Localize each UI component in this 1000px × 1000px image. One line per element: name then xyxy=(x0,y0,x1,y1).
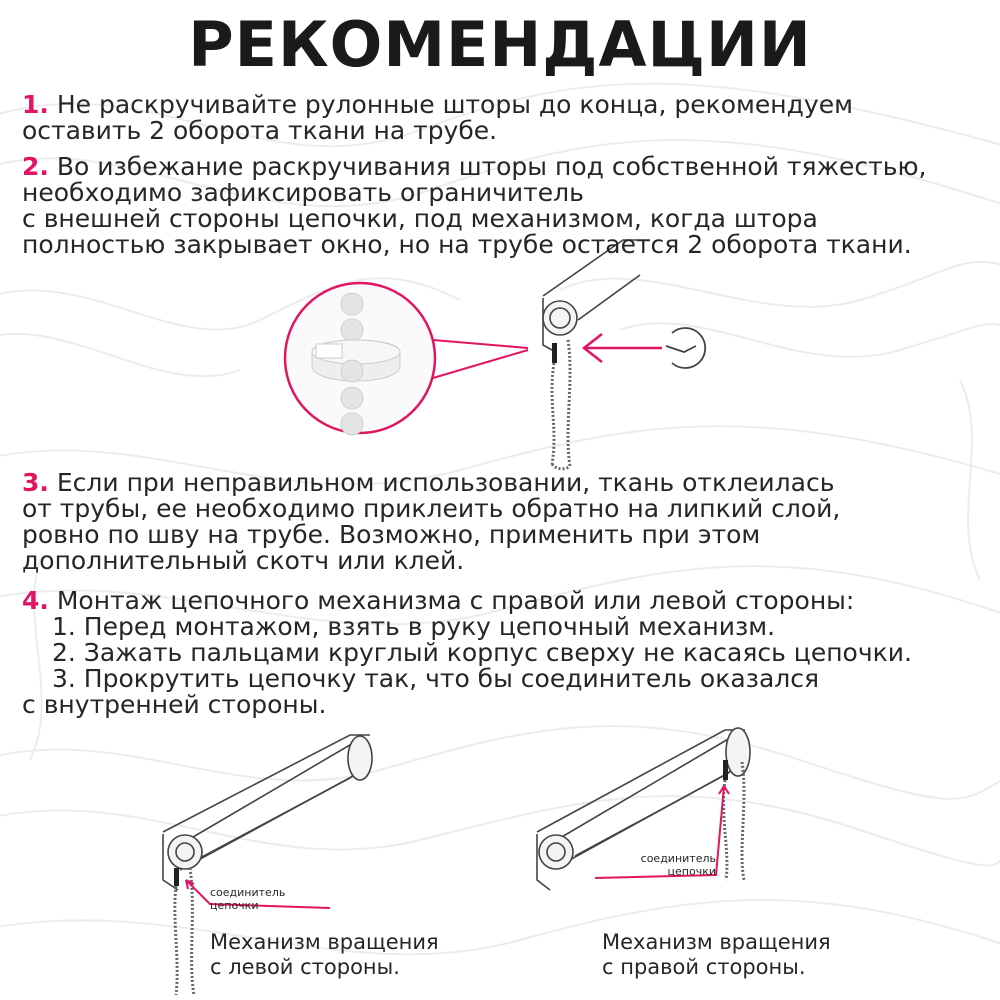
recommendation-3-line-1: 3. Если при неправильном использовании, ткань отклеилась xyxy=(22,468,835,497)
rotation-icon xyxy=(666,328,705,368)
recommendation-3 xyxy=(22,470,840,574)
item-number: 1. xyxy=(22,90,49,119)
recommendation-2-line-3: с внешней стороны цепочки, под механизмом, когда штора xyxy=(22,204,818,233)
pink-arrow xyxy=(584,334,662,362)
left-caption: Механизм вращения с левой стороны. xyxy=(210,930,439,979)
recommendation-4-tail: с внутренней стороны. xyxy=(22,690,327,719)
left-connector-label: соединитель цепочки xyxy=(210,886,286,912)
right-connector-label: соединитель цепочки xyxy=(640,852,716,878)
roller-mechanism-top xyxy=(543,240,650,469)
recommendation-1-line-1: 1. Не раскручивайте рулонные шторы до конца, рекомендуем xyxy=(22,90,853,119)
recommendation-4-step-3: 3. Прокрутить цепочку так, что бы соединитель оказался xyxy=(52,664,820,693)
recommendation-2-line-2: необходимо зафиксировать ограничитель xyxy=(22,178,584,207)
recommendation-4-line-1: 4. Монтаж цепочного механизма с правой или левой стороны: xyxy=(22,586,855,615)
recommendation-3-line-4: дополнительный скотч или клей. xyxy=(22,546,465,575)
page-title: РЕКОМЕНДАЦИИ xyxy=(188,8,812,81)
recommendation-1 xyxy=(22,92,853,144)
recommendation-2 xyxy=(22,154,926,258)
item-number: 2. xyxy=(22,152,49,181)
recommendation-4 xyxy=(22,588,912,718)
recommendation-2-line-1: 2. Во избежание раскручивания шторы под собственной тяжестью, xyxy=(22,152,927,181)
recommendation-4-step-2: 2. Зажать пальцами круглый корпус сверху не касаясь цепочки. xyxy=(52,638,912,667)
recommendation-2-line-4: полностью закрывает окно, но на трубе остается 2 оборота ткани. xyxy=(22,230,912,259)
recommendation-3-line-2: от трубы, ее необходимо приклеить обратно на липкий слой, xyxy=(22,494,841,523)
item-number: 3. xyxy=(22,468,49,497)
right-caption: Механизм вращения с правой стороны. xyxy=(602,930,831,979)
stopper-zoom-diagram xyxy=(285,283,528,435)
item-number: 4. xyxy=(22,586,49,615)
recommendation-3-line-3: ровно по шву на трубе. Возможно, применить при этом xyxy=(22,520,761,549)
recommendation-1-line-2: оставить 2 оборота ткани на трубе. xyxy=(22,116,498,145)
recommendation-4-step-1: 1. Перед монтажом, взять в руку цепочный механизм. xyxy=(52,612,776,641)
